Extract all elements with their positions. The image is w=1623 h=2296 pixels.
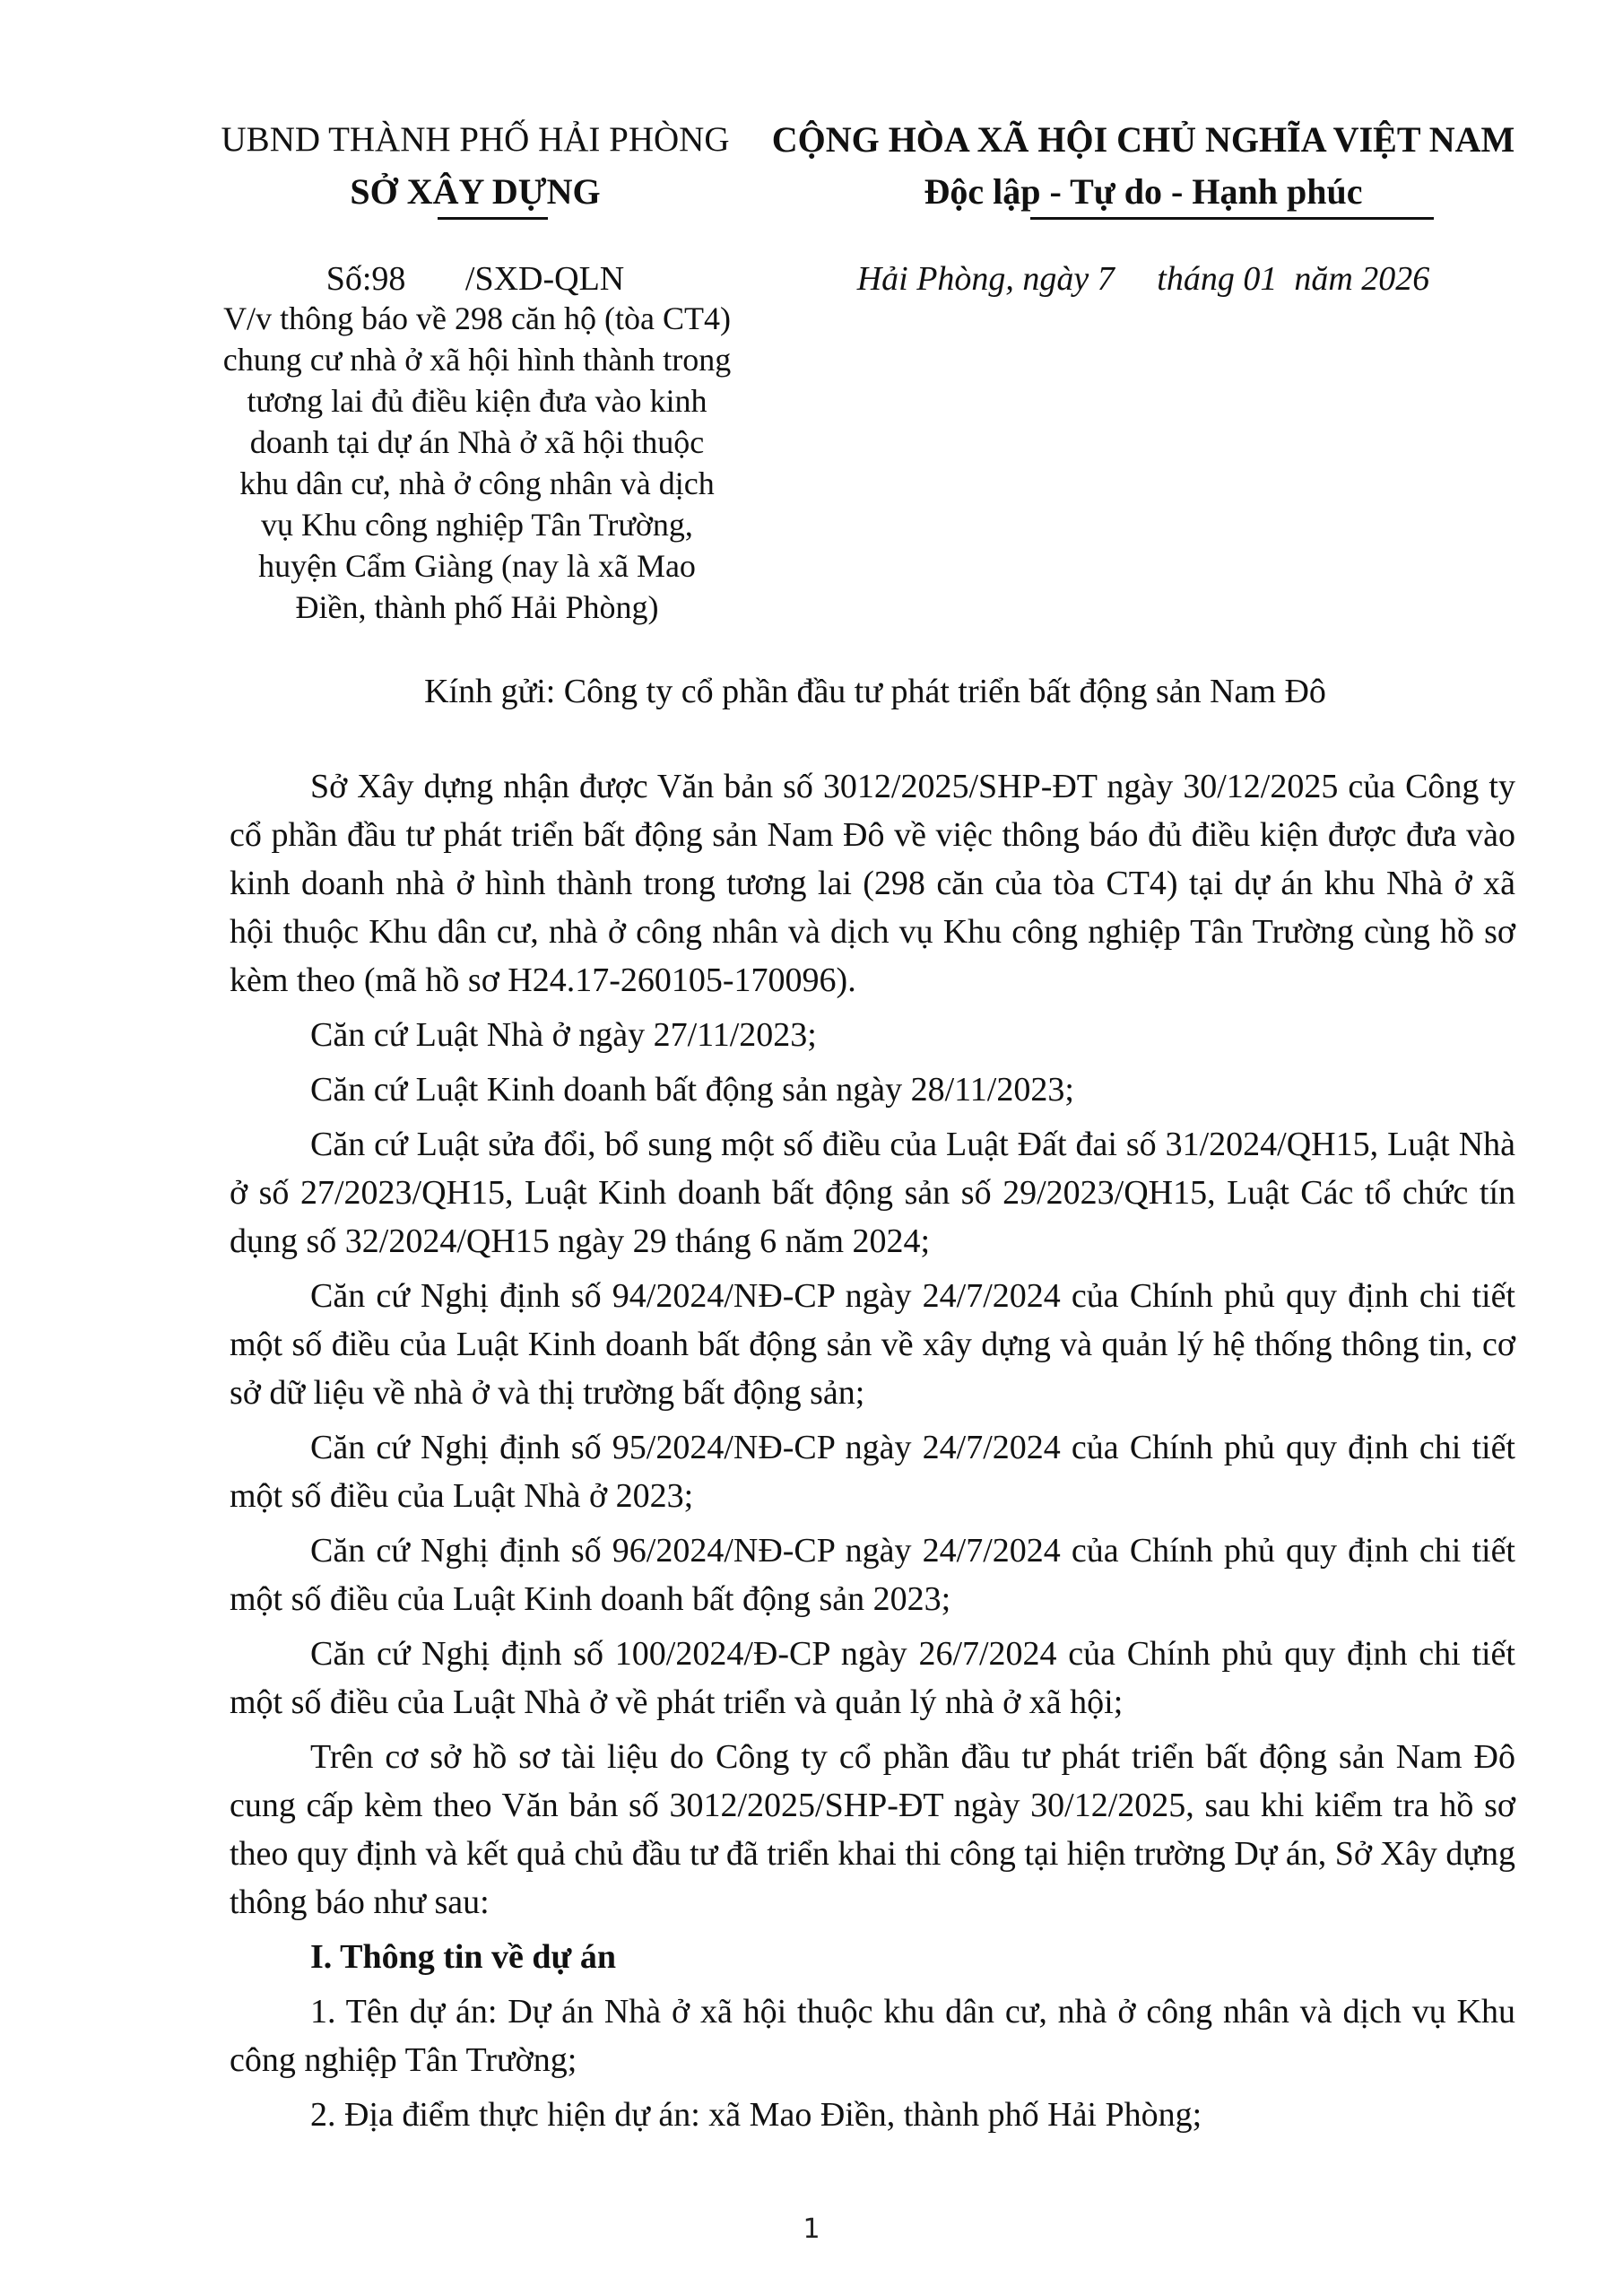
issuer-block bbox=[197, 115, 753, 219]
subject-line: doanh tại dự án Nhà ở xã hội thuộc bbox=[249, 424, 705, 460]
conclusion-paragraph: Trên cơ sở hồ sơ tài liệu do Công ty cổ phần đầu tư phát triển bất động sản Nam Đô cung cấp kèm theo Văn bản số 3012/2025/SHP-ĐT ngày 30/12/2025, sau khi kiểm tra hồ sơ theo quy định và kết quả chủ đầu tư đã triển khai thi công tại hiện trường Dự án, Sở Xây dựng thông báo như sau: bbox=[230, 1738, 1515, 1921]
national-header bbox=[767, 115, 1520, 219]
legal-basis-item: Căn cứ Luật sửa đổi, bổ sung một số điều của Luật Đất đai số 31/2024/QH15, Luật Nhà ở số 27/2023/QH15, Luật Kinh doanh bất động sản số 29/2023/QH15, Luật Các tổ chức tín dụng số 32/2024/QH15 ngày 29 tháng 6 năm 2024; bbox=[230, 1126, 1515, 1260]
date-line: Hải Phòng, ngày 7 tháng 01 năm 2026 bbox=[856, 260, 1430, 298]
motto-underline bbox=[1030, 217, 1435, 220]
legal-basis-item: Căn cứ Nghị định số 94/2024/NĐ-CP ngày 24/7/2024 của Chính phủ quy định chi tiết một số điều của Luật Kinh doanh bất động sản về xây dựng và quản lý hệ thống thông tin, cơ sở dữ liệu về nhà ở và thị trường bất động sản; bbox=[230, 1277, 1515, 1412]
national-motto-text: Độc lập - Tự do - Hạnh phúc bbox=[924, 171, 1363, 212]
department-name-text: SỞ XÂY DỰNG bbox=[350, 171, 601, 212]
recipient-line: Kính gửi: Công ty cổ phần đầu tư phát triển bất động sản Nam Đô bbox=[424, 673, 1326, 710]
legal-basis-item: Căn cứ Nghị định số 100/2024/Đ-CP ngày 26/7/2024 của Chính phủ quy định chi tiết một số điều của Luật Nhà ở về phát triển và quản lý nhà ở xã hội; bbox=[230, 1635, 1515, 1721]
subject-block bbox=[199, 298, 755, 628]
subject-line: V/v thông báo về 298 căn hộ (tòa CT4) bbox=[223, 300, 731, 336]
subject-line: chung cư nhà ở xã hội hình thành trong bbox=[222, 342, 732, 378]
legal-basis-item: Căn cứ Luật Kinh doanh bất động sản ngày 28/11/2023; bbox=[310, 1071, 1074, 1109]
subject-line: vụ Khu công nghiệp Tân Trường, bbox=[261, 507, 693, 543]
document-body bbox=[230, 762, 1515, 2145]
subject-line: huyện Cẩm Giàng (nay là xã Mao bbox=[258, 548, 696, 584]
agency-name: UBND THÀNH PHỐ HẢI PHÒNG bbox=[221, 120, 730, 159]
document-number: Số:98 /SXD-QLN bbox=[325, 260, 625, 298]
legal-basis-item: Căn cứ Luật Nhà ở ngày 27/11/2023; bbox=[310, 1016, 817, 1054]
subject-line: khu dân cư, nhà ở công nhân và dịch bbox=[239, 465, 715, 501]
subject-line: tương lai đủ điều kiện đưa vào kinh bbox=[247, 383, 707, 419]
department-underline bbox=[438, 217, 548, 220]
project-info-item: 2. Địa điểm thực hiện dự án: xã Mao Điền, thành phố Hải Phòng; bbox=[310, 2096, 1202, 2134]
legal-basis-item: Căn cứ Nghị định số 95/2024/NĐ-CP ngày 24/7/2024 của Chính phủ quy định chi tiết một số điều của Luật Nhà ở 2023; bbox=[230, 1429, 1515, 1515]
section-heading: I. Thông tin về dự án bbox=[310, 1938, 616, 1976]
page-number: 1 bbox=[803, 2213, 820, 2245]
intro-paragraph: Sở Xây dựng nhận được Văn bản số 3012/2025/SHP-ĐT ngày 30/12/2025 của Công ty cổ phần đầu tư phát triển bất động sản Nam Đô về việc thông báo đủ điều kiện được đưa vào kinh doanh nhà ở hình thành trong tương lai (298 căn của tòa CT4) tại dự án khu Nhà ở xã hội thuộc Khu dân cư, nhà ở công nhân và dịch vụ Khu công nghiệp Tân Trường cùng hồ sơ kèm theo (mã hồ sơ H24.17-260105-170096). bbox=[230, 768, 1515, 999]
nation-title: CỘNG HÒA XÃ HỘI CHỦ NGHĨA VIỆT NAM bbox=[771, 119, 1515, 160]
subject-line: Điền, thành phố Hải Phòng) bbox=[295, 589, 659, 625]
legal-basis-item: Căn cứ Nghị định số 96/2024/NĐ-CP ngày 24/7/2024 của Chính phủ quy định chi tiết một số điều của Luật Kinh doanh bất động sản 2023; bbox=[230, 1532, 1515, 1618]
project-info-item: 1. Tên dự án: Dự án Nhà ở xã hội thuộc khu dân cư, nhà ở công nhân và dịch vụ Khu công nghiệp Tân Trường; bbox=[230, 1993, 1515, 2079]
department-name bbox=[350, 165, 600, 219]
national-motto bbox=[924, 165, 1363, 219]
